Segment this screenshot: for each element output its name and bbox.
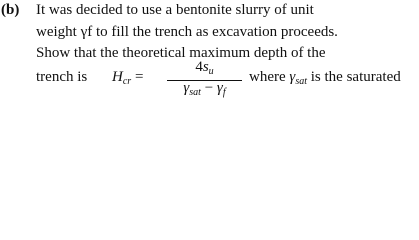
fraction-denominator: [166, 80, 243, 97]
denominator-subscript-1: sat: [189, 87, 201, 98]
numerator-coefficient: 4: [195, 59, 203, 75]
problem-label: (b): [1, 2, 20, 18]
denominator-minus: −: [200, 80, 217, 96]
hcr-subscript: cr: [122, 76, 132, 87]
tail-saturated-text: is the saturated: [307, 69, 401, 85]
hcr-expression: [112, 69, 143, 86]
formula-lead-text: trench is: [36, 69, 88, 85]
formula-row: [0, 60, 419, 100]
line2-text: weight γf to fill the trench as excavation proceeds.: [36, 24, 338, 40]
tail-where-text: where: [249, 69, 290, 85]
numerator-symbol: s: [202, 59, 209, 75]
hcr-symbol: H: [112, 69, 123, 85]
problem-statement: [0, 0, 419, 101]
numerator-subscript: u: [208, 66, 214, 77]
tail-subscript: sat: [295, 76, 307, 87]
denominator-subscript-2: f: [222, 87, 226, 98]
denominator-gamma-1: γ: [183, 80, 190, 96]
denominator-gamma-2: γ: [216, 80, 223, 96]
tail-gamma: γ: [289, 69, 296, 85]
equals-sign: =: [131, 69, 144, 85]
line3-text: Show that the theoretical maximum depth of the: [36, 45, 326, 61]
line1-text: It was decided to use a bentonite slurry of unit: [36, 2, 314, 18]
fraction-numerator: [166, 59, 243, 76]
fraction: [166, 60, 243, 100]
formula-tail: [249, 69, 401, 86]
